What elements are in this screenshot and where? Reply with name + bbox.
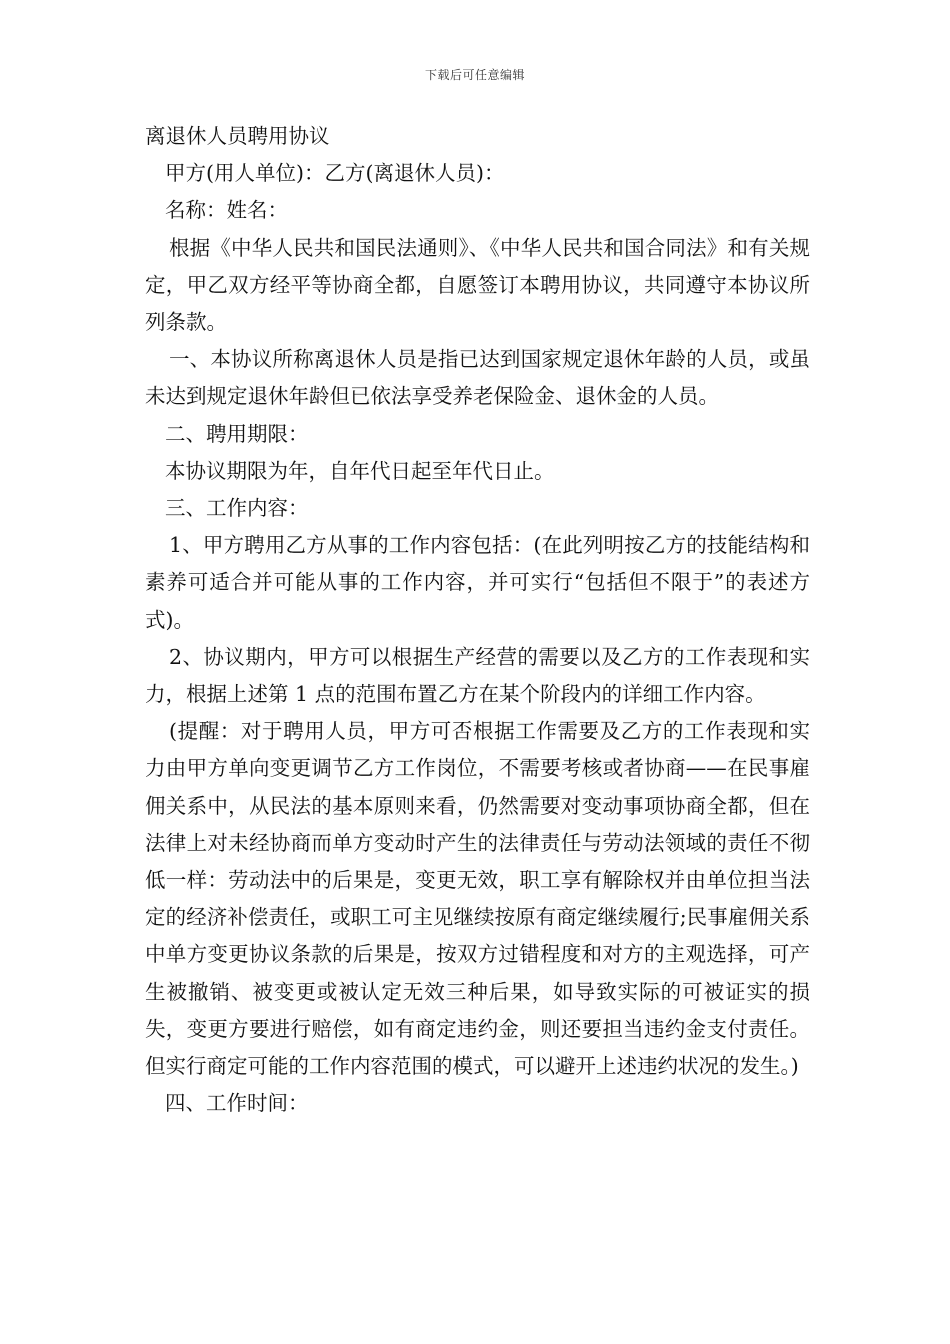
document-body [145, 118, 810, 1122]
preamble-paragraph: 根据《中华人民共和国民法通则》、《中华人民共和国合同法》和有关规定，甲乙双方经平等协商全都，自愿签订本聘用协议，共同遵守本协议所列条款。 [145, 235, 810, 335]
parties-line: 甲方(用人单位)：乙方(离退休人员)： [165, 161, 505, 186]
names-line: 名称：姓名： [165, 198, 288, 223]
clause-4-heading: 四、工作时间： [165, 1091, 309, 1116]
clause-3-item-2: 2、协议期内，甲方可以根据生产经营的需要以及乙方的工作表现和实力，根据上述第 1 点的范围布置乙方在某个阶段内的详细工作内容。 [145, 644, 810, 707]
document-title: 离退休人员聘用协议 [145, 124, 330, 148]
clause-1-paragraph: 一、本协议所称离退休人员是指已达到国家规定退休年龄的人员，或虽未达到规定退休年龄但已依法享受养老保险金、退休金的人员。 [145, 347, 810, 409]
header-note: 下载后可任意编辑 [424, 68, 525, 82]
clause-2-heading: 二、聘用期限： [165, 421, 309, 446]
clause-3-item-1: 1、甲方聘用乙方从事的工作内容包括：(在此列明按乙方的技能结构和素养可适合并可能从事的工作内容，并可实行“包括但不限于”的表述方式)。 [145, 533, 810, 632]
clause-2-text: 本协议期限为年，自年代日起至年代日止。 [165, 458, 555, 483]
clause-3-heading: 三、工作内容： [165, 496, 309, 521]
reminder-paragraph: (提醒：对于聘用人员，甲方可否根据工作需要及乙方的工作表现和实力由甲方单向变更调节乙方工作岗位，不需要考核或者协商——在民事雇佣关系中，从民法的基本原则来看，仍然需要对变动事项协商全都，但在法律上对未经协商而单方变动时产生的法律责任与劳动法领域的责任不彻低一样：劳动法中的后果是，变更无效，职工享有解除权并由单位担当法定的经济补偿责任，或职工可主见继续按原有商定继续履行;民事雇佣关系中单方变更协议条款的后果是，按双方过错程度和对方的主观选择，可产生被撤销、被变更或被认定无效三种后果，如导致实际的可被证实的损失，变更方要进行赔偿，如有商定违约金，则还要担当违约金支付责任。但实行商定可能的工作内容范围的模式，可以避开上述违约状况的发生。) [145, 719, 810, 1079]
